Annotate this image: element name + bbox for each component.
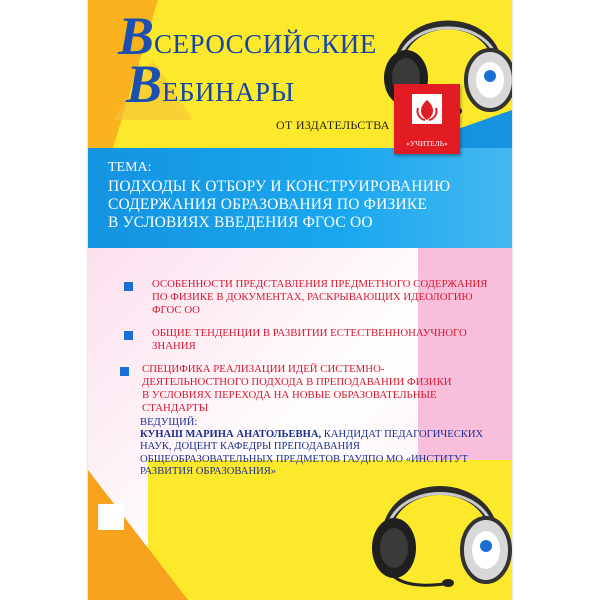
theme-text: [108, 178, 498, 232]
publisher-text: ОТ ИЗДАТЕЛЬСТВА: [276, 118, 390, 132]
title-initial: В: [126, 54, 163, 114]
theme-line: В УСЛОВИЯХ ВВЕДЕНИЯ ФГОС ОО: [108, 214, 373, 231]
bullet-line: В УСЛОВИЯХ ПЕРЕХОДА НА НОВЫЕ ОБРАЗОВАТЕЛЬНЫЕ: [142, 389, 437, 401]
presenter-line: НАУК, ДОЦЕНТ КАФЕДРЫ ПРЕПОДАВАНИЯ: [140, 441, 360, 453]
bullet-line: ОСОБЕННОСТИ ПРЕДСТАВЛЕНИЯ ПРЕДМЕТНОГО СОДЕРЖАНИЯ: [152, 278, 488, 290]
presenter-line: РАЗВИТИЯ ОБРАЗОВАНИЯ»: [140, 465, 277, 477]
list-item: [112, 278, 502, 317]
title-text: ЕБИНАРЫ: [162, 77, 295, 107]
bullet-line: ФГОС ОО: [152, 304, 200, 316]
theme-line: ПОДХОДЫ К ОТБОРУ И КОНСТРУИРОВАНИЮ: [108, 178, 451, 195]
bullet-square-icon: [124, 282, 133, 291]
presenter-title: КАНДИДАТ ПЕДАГОГИЧЕСКИХ: [321, 429, 484, 441]
list-item: [112, 363, 502, 415]
bullet-line: ДЕЯТЕЛЬНОСТНОГО ПОДХОДА В ПРЕПОДАВАНИИ ФИЗИКИ: [142, 376, 452, 388]
presenter-block: [140, 417, 490, 478]
logo-label: «УЧИТЕЛЬ»: [406, 139, 448, 148]
theme-heading: ТЕМА:: [108, 160, 152, 175]
webinar-poster: [88, 0, 512, 600]
bullet-line: СТАНДАРТЫ: [142, 402, 209, 414]
publisher-logo-icon: [394, 84, 460, 154]
theme-line: СОДЕРЖАНИЯ ОБРАЗОВАНИЯ ПО ФИЗИКЕ: [108, 196, 428, 213]
background-orange-bottom: [88, 470, 188, 600]
bullet-square-icon: [124, 331, 133, 340]
title-text: СЕРОССИЙСКИЕ: [154, 29, 377, 59]
bullet-line: ЗНАНИЯ: [152, 340, 196, 352]
bullet-square-icon: [120, 367, 129, 376]
presenter-line: [140, 429, 490, 441]
presenter-name: КУНАШ МАРИНА АНАТОЛЬЕВНА,: [140, 429, 322, 441]
title-line-1: [118, 6, 388, 66]
bullet-line: СПЕЦИФИКА РЕАЛИЗАЦИИ ИДЕЙ СИСТЕМНО-: [142, 363, 385, 375]
title-initial: В: [118, 6, 155, 66]
list-item: [112, 327, 502, 353]
bullet-line: ПО ФИЗИКЕ В ДОКУМЕНТАХ, РАСКРЫВАЮЩИХ ИДЕОЛОГИЮ: [152, 291, 473, 303]
presenter-label: ВЕДУЩИЙ:: [140, 417, 198, 428]
poster-title: [118, 6, 388, 114]
bullet-list: [112, 278, 502, 415]
title-line-2: [126, 54, 388, 114]
decorative-white-square: [98, 504, 124, 530]
bullet-line: ОБЩИЕ ТЕНДЕНЦИИ В РАЗВИТИИ ЕСТЕСТВЕННОНАУЧНОГО: [152, 327, 467, 339]
presenter-line: ОБЩЕОБРАЗОВАТЕЛЬНЫХ ПРЕДМЕТОВ ГАУДПО МО «ИНСТИТУТ: [140, 453, 468, 465]
headphones-icon: [364, 462, 512, 600]
